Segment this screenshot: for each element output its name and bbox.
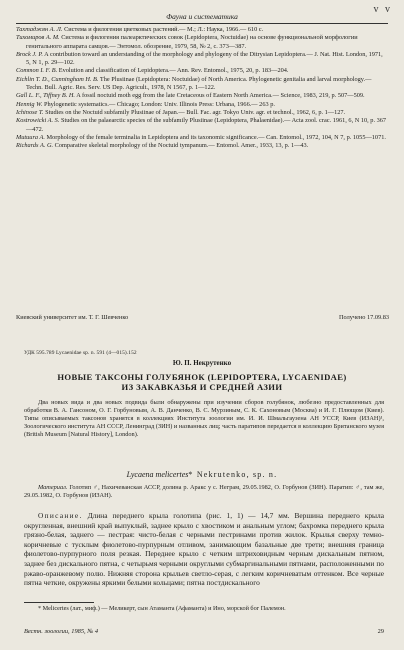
reference-item	[16, 26, 389, 34]
reference-author: Тихомиров А. М.	[16, 34, 60, 42]
reference-text: The Plusiinae (Lepidoptera: Noctuidae) of North America. Phylogenetic genitalia and larval morphology.— Techn. Bull. Agric. Res. Serv. US Dep. Agricult., 1978, N 1567, p. 1—122.	[26, 75, 372, 92]
affiliation-line	[16, 314, 389, 321]
reference-author: Mutuura A.	[16, 133, 45, 141]
footnote: * Melicertes (лат., миф.) — Меликерт, сын Атаманта (Афаманта) и Ино, морской бог Палемон.	[38, 605, 286, 612]
page-footer	[24, 628, 384, 635]
reference-item	[16, 34, 389, 51]
page-number: 29	[377, 628, 384, 635]
reference-text: A fossil noctuid moth egg from the late Cretaceous of Eastern North America.— Science, 1983, 219, p. 507—509.	[76, 92, 365, 100]
reference-item	[16, 142, 389, 150]
species-heading	[0, 470, 404, 479]
reference-author: Richards A. G.	[16, 142, 54, 150]
title-line-2: ИЗ ЗАКАВКАЗЬЯ И СРЕДНЕЙ АЗИИ	[121, 382, 283, 393]
journal-citation: Вестн. зоологии, 1985, № 4	[24, 628, 99, 635]
affiliation: Киевский университет им. Т. Г. Шевченко	[16, 314, 129, 321]
reference-item	[16, 51, 389, 68]
reference-item	[16, 101, 389, 109]
article-author: Ю. П. Некрутенко	[172, 359, 232, 367]
reference-text: Evolution and classification of Lepidoptera.— Ann. Rev. Entomol., 1975, 20, p. 183—204.	[58, 67, 289, 75]
reference-text: A contribution toward an understanding of the morphology and phylogeny of the Ditrysian Lepidoptera.— J. Nat. Hist. London, 1971, 5, N 1, p. 29—102.	[26, 50, 383, 67]
reference-author: Hennig W.	[16, 100, 43, 108]
udc-code: УДК 595.789 Lycaenidae sp. n. 591 (4—015).152	[24, 350, 137, 356]
description-text: Длина переднего крыла голотипа (рис. 1, 1) — 14,7 мм. Вершина переднего крыла округленная, внешний край выпуклый, заднее крыло с хвостиком и анальным углом; бахромка переднего крыла грязно-белая, заднего — пестрая: чисто-белая с черными пестринами против жилок. Крылья сверху темно-коричневые с тусклым фиолетово-пурпурным отливом, занимающим базальные две трети; внешняя граница фиолетово-пурпурного поля резкая. Переднее крыло с четким штриховидным черным дискальным пятном, заднее без дискального пятна, с четырьмя черными округлыми субмаргинальными пятнами, расположенными по ржаво-оранжевому полю. Нижняя сторона крыльев светло-серая, с легким коричневатым оттенком. Все черные пятна четкие, окружены яркими белыми кольцами; пятна постдискального	[24, 511, 384, 588]
reference-text: Studies on the palaearctic species of the subfamily Plusiinae (Lepidoptera, Phalaenidae).— Acta zool. crac. 1961, 6, N 10, p. 367—472.	[26, 117, 387, 133]
reference-item	[16, 117, 389, 134]
header-rule	[16, 23, 388, 24]
article-title	[0, 372, 404, 393]
footnote-rule	[24, 602, 94, 603]
material-lead: Материал.	[38, 484, 68, 491]
reference-text: Система и филогения цветковых растений.— М.; Л.: Наука, 1966.— 610 с.	[64, 26, 264, 33]
reference-item	[16, 109, 389, 117]
material-paragraph	[24, 484, 384, 500]
reference-item	[16, 92, 389, 100]
reference-text: Система и филогения палеарктических совок (Lepidoptera, Noctuidae) на основе функциональной морфологии генитального аппарата самцов.— Энтомол. обозрение, 1979, 58, № 2, с. 373—387.	[26, 34, 358, 50]
reference-item	[16, 134, 389, 142]
reference-author: Eichlin T. D., Cunningham H. B.	[16, 75, 99, 83]
reference-item	[16, 76, 389, 93]
description-paragraph	[24, 511, 384, 588]
species-authority: * Nekrutenko, sp. n.	[188, 470, 278, 479]
reference-author: Тахтаджян А. Л.	[16, 26, 63, 33]
description-lead: Описание.	[38, 511, 83, 520]
material-text: Голотип ♂, Нахичеванская АССР, долина р. Аракс у с. Неграм, 29.05.1982, О. Горбунов (ЗИН). Паратип: ♂, там же, 29.05.1982, О. Горбунов (ИЗАН).	[24, 484, 385, 499]
running-head: Фауна и систематика	[166, 12, 238, 21]
reference-item	[16, 67, 389, 75]
received-date: Получено 17.09.83	[339, 314, 389, 321]
reference-author: Common I. F. B.	[16, 67, 58, 75]
species-name: Lycaena melicertes	[126, 470, 189, 479]
reference-author: Kostrowicki A. S.	[16, 117, 60, 125]
pencil-mark: v v	[373, 4, 392, 15]
reference-text: Studies on the Noctuid subfamily Plusiinae of Japan.— Bull. Fac. agr. Tokyo Univ. agr. et technol., 1962, 6, p. 1—127.	[45, 108, 346, 116]
reference-text: Morphology of the female terminalia in Lepidoptera and its taxonomic significance.— Can. Entomol., 1972, 104, N 7, p. 1055—1071.	[46, 133, 386, 141]
reference-text: Comparative skeletal morphology of the Noctuid tympanum.— Entomol. Amer., 1933, 13, p. 1—43.	[54, 142, 309, 150]
reference-author: Gall L. F., Tiffney B. H.	[16, 92, 76, 100]
intro-paragraph: Два новых вида и два новых подвида были обнаружены при изучении сборов голубянок, любезно предоставленных для обработки В. А. Гансоном, О. Г. Горбуновым, А. В. Данченко, В. С. Мурзиным, С. К. Сахоновым (Москва) и И. Г. Плющом (Киев). Типы описываемых таксонов хранятся в коллекциях Института зоологии им. И. И. Шмальгаузена АН УССР, Киев (ИЗАН)¹, Зоологического института АН СССР, Ленинград (ЗИН) и названных лиц; часть паратипов передается в коллекцию Британского музея (British Museum [Natural History], London).	[24, 399, 384, 438]
reference-author: Ichinose T.	[16, 108, 44, 116]
reference-text: Phylogenetic systematics.— Chicago; London: Univ. Illinois Press: Urbana, 1966.— 263 p.	[43, 100, 275, 108]
title-line-1: НОВЫЕ ТАКСОНЫ ГОЛУБЯНОК (LEPIDOPTERA, LYCAENIDAE)	[57, 372, 347, 382]
reference-author: Brock J. P.	[16, 50, 43, 58]
reference-list	[16, 26, 389, 150]
